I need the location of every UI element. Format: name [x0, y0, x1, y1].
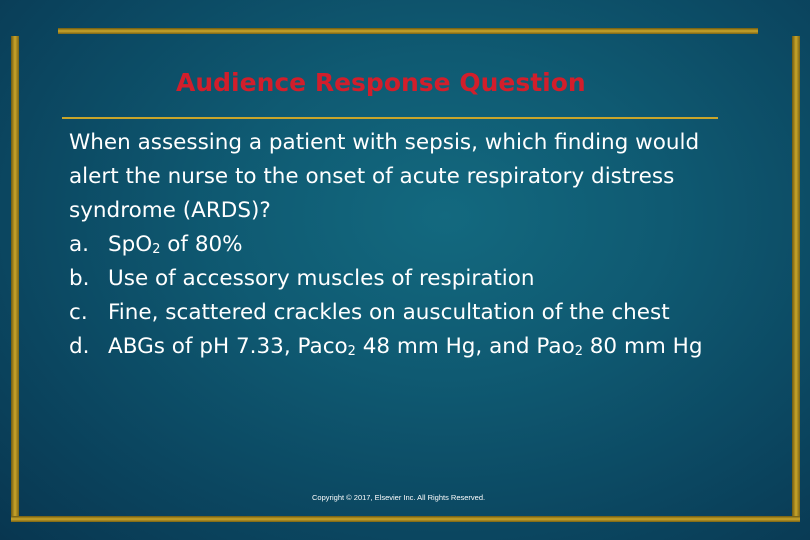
subscript: 2: [152, 242, 161, 257]
question-text: When assessing a patient with sepsis, which finding would alert the nurse to the onset of acute respiratory distress syndrome (ARDS)?: [69, 130, 700, 223]
option-letter: d.: [69, 334, 90, 359]
answer-option-a: [69, 228, 729, 262]
title-divider: [62, 117, 718, 119]
subscript: 2: [574, 344, 583, 359]
option-text: [108, 330, 729, 364]
option-text: [108, 262, 729, 296]
question-block: [69, 126, 729, 364]
slide-title: Audience Response Question: [176, 68, 586, 97]
gold-frame-left: [11, 36, 19, 520]
option-text-part: Fine, scattered crackles on auscultation of the chest: [108, 300, 670, 325]
option-letter: b.: [69, 266, 90, 291]
copyright-notice: Copyright © 2017, Elsevier Inc. All Rights Reserved.: [312, 493, 486, 502]
gold-frame-top: [58, 28, 758, 34]
option-text-part: of 80%: [160, 232, 243, 257]
gold-frame-right: [792, 36, 800, 520]
option-text-part: ABGs of pH 7.33, Paco: [108, 334, 348, 359]
option-letter: a.: [69, 232, 90, 257]
answer-option-d: [69, 330, 729, 364]
answer-options: [69, 228, 729, 364]
option-text-part: 48 mm Hg, and Pao: [355, 334, 575, 359]
option-letter: c.: [69, 300, 88, 325]
option-text: [108, 296, 729, 330]
answer-option-c: [69, 296, 729, 330]
option-text-part: Use of accessory muscles of respiration: [108, 266, 535, 291]
option-text-part: SpO: [108, 232, 153, 257]
answer-option-b: [69, 262, 729, 296]
option-text-part: 80 mm Hg: [582, 334, 703, 359]
option-text: [108, 228, 729, 262]
gold-frame-bottom: [11, 516, 800, 522]
subscript: 2: [347, 344, 356, 359]
